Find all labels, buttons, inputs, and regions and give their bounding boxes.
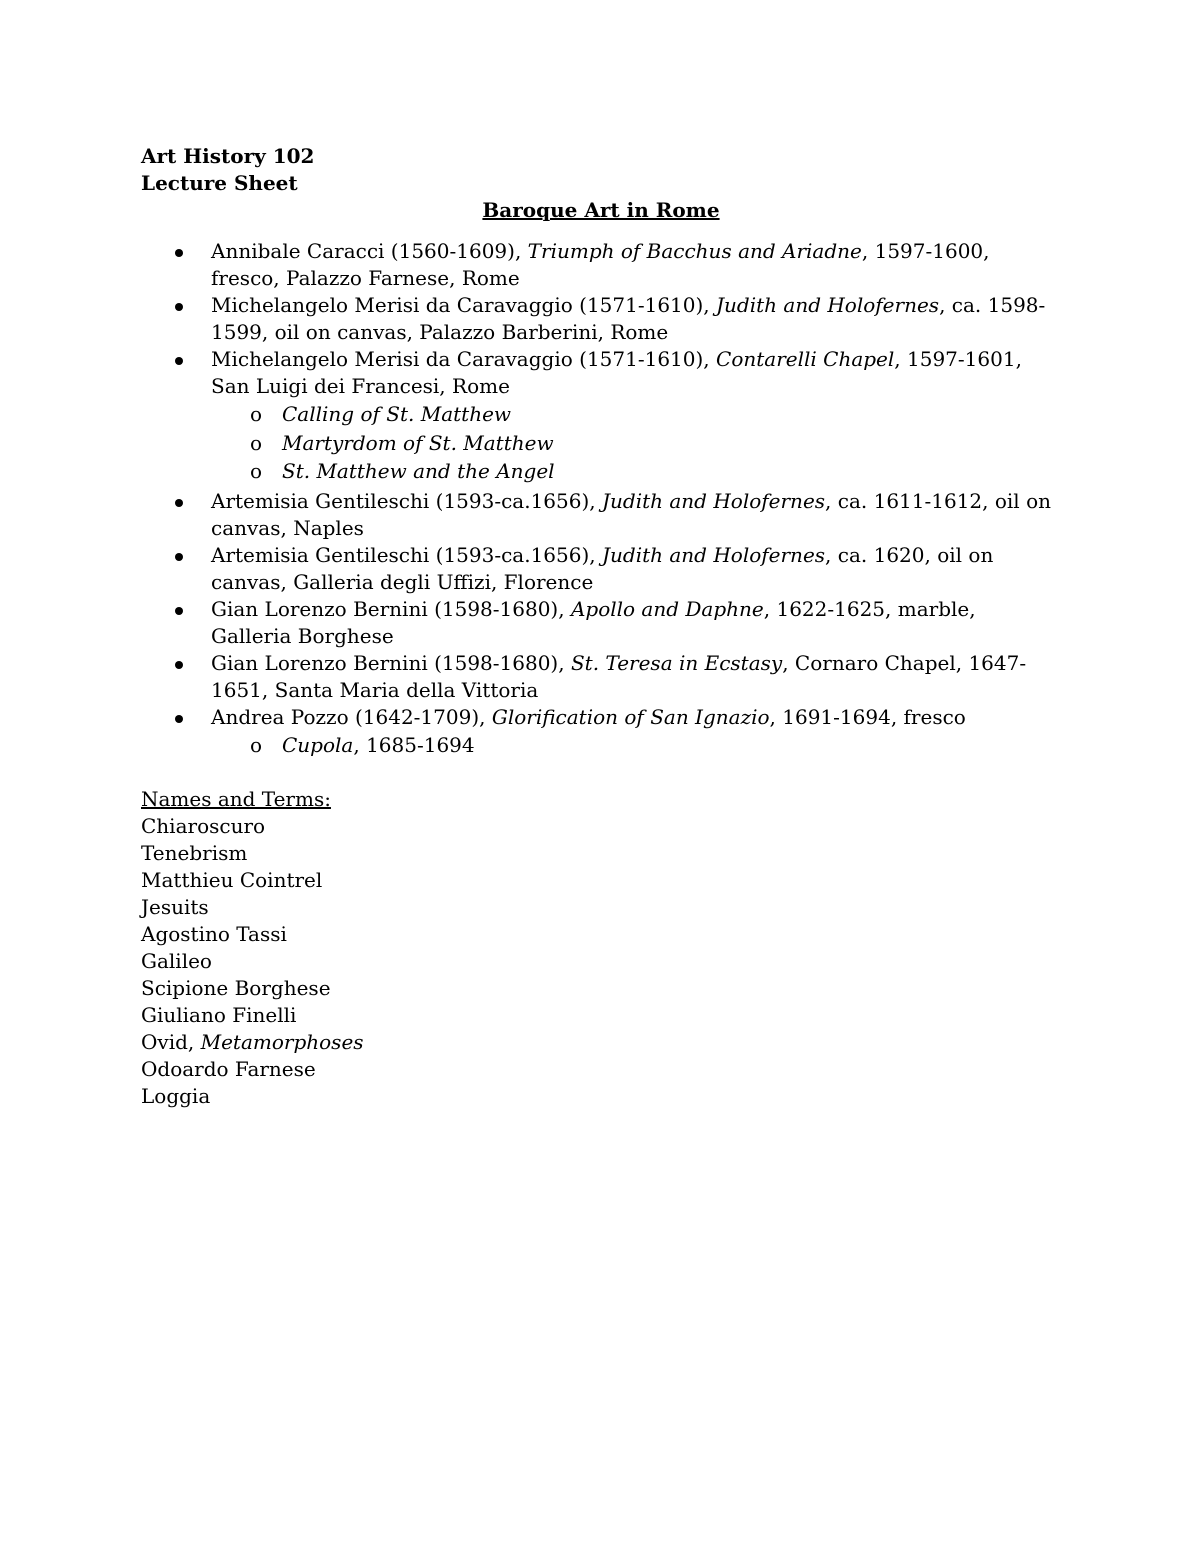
term-item <box>141 1029 1061 1056</box>
item-text: Artemisia Gentileschi (1593-ca.1656), <box>211 488 602 513</box>
item-text: Gian Lorenzo Bernini (1598-1680), <box>211 650 571 675</box>
term-item: Giuliano Finelli <box>141 1003 297 1027</box>
artwork-list <box>141 238 1061 759</box>
term-item: Jesuits <box>141 895 209 919</box>
circle-marker-icon: o <box>250 402 263 426</box>
artwork-title: Judith and Holofernes <box>602 542 826 567</box>
list-item <box>141 488 1061 542</box>
artwork-title: Apollo and Daphne <box>570 596 764 621</box>
bullet-icon <box>175 499 183 507</box>
term-item: Agostino Tassi <box>141 922 287 946</box>
bullet-icon <box>175 661 183 669</box>
artwork-title: Triumph of Bacchus and Ariadne <box>527 239 862 263</box>
term-item: Tenebrism <box>141 841 248 865</box>
artwork-title: Judith and Holofernes <box>716 293 940 317</box>
list-item <box>141 704 1061 731</box>
spacer <box>141 759 1061 786</box>
artwork-title: Glorification of San Ignazio <box>491 704 770 729</box>
item-text: , ca. 1611-1612, oil on canvas, Naples <box>211 488 1051 540</box>
term-item: Chiaroscuro <box>141 814 266 838</box>
term-item: Odoardo Farnese <box>141 1057 316 1081</box>
course-title: Art History 102 <box>141 144 315 168</box>
item-text: Gian Lorenzo Bernini (1598-1680), <box>211 596 571 621</box>
artwork-title: St. Matthew and the Angel <box>282 459 555 483</box>
item-text: , 1685-1694 <box>353 732 475 757</box>
list-item <box>141 542 1061 596</box>
item-text: Andrea Pozzo (1642-1709), <box>211 704 492 729</box>
artwork-title: Contarelli Chapel <box>716 347 895 371</box>
circle-marker-icon: o <box>250 459 263 483</box>
item-text: , 1597-1600, fresco, Palazzo Farnese, Rome <box>211 239 990 290</box>
names-terms-heading: Names and Terms: <box>141 787 331 811</box>
bullet-icon <box>175 715 183 723</box>
bullet-icon <box>175 553 183 561</box>
list-item <box>141 650 1061 704</box>
sub-list-item <box>141 457 1061 486</box>
item-text: , ca. 1620, oil on canvas, Galleria degli Uffizi, Florence <box>211 542 994 594</box>
term-item: Matthieu Cointrel <box>141 868 323 892</box>
item-text: Michelangelo Merisi da Caravaggio (1571-1610), <box>211 347 717 371</box>
page-content <box>141 143 1061 1110</box>
circle-marker-icon: o <box>250 732 263 757</box>
bullet-icon <box>175 357 183 365</box>
bullet-icon <box>175 303 183 311</box>
item-text: , 1691-1694, fresco <box>769 704 966 729</box>
bullet-icon <box>175 249 183 257</box>
circle-marker-icon: o <box>250 430 263 455</box>
sub-list-item <box>141 731 1061 760</box>
term-item: Galileo <box>141 949 212 973</box>
artwork-title: Martyrdom of St. Matthew <box>282 430 554 455</box>
list-item <box>141 346 1061 400</box>
item-text: Michelangelo Merisi da Caravaggio (1571-1610), <box>211 293 717 317</box>
item-text: Artemisia Gentileschi (1593-ca.1656), <box>211 542 602 567</box>
term-item: Scipione Borghese <box>141 976 331 1000</box>
list-item <box>141 292 1061 346</box>
item-text: , Cornaro Chapel, 1647-1651, Santa Maria della Vittoria <box>211 650 1027 702</box>
work-title: Metamorphoses <box>200 1030 364 1054</box>
document-title: Baroque Art in Rome <box>482 198 720 222</box>
artwork-title: Cupola <box>282 732 354 757</box>
item-text: , 1597-1601, San Luigi dei Francesi, Rome <box>211 347 1022 398</box>
artwork-title: Calling of St. Matthew <box>282 402 512 426</box>
list-item <box>141 596 1061 650</box>
term-item: Loggia <box>141 1084 211 1108</box>
sheet-title: Lecture Sheet <box>141 171 298 195</box>
artwork-title: St. Teresa in Ecstasy <box>570 650 783 675</box>
bullet-icon <box>175 607 183 615</box>
item-text: , 1622-1625, marble, Galleria Borghese <box>211 596 976 648</box>
term-text: Ovid, <box>141 1030 201 1054</box>
item-text: , ca. 1598-1599, oil on canvas, Palazzo Barberini, Rome <box>211 293 1046 344</box>
item-text: Annibale Caracci (1560-1609), <box>211 239 528 263</box>
sub-list-item <box>141 429 1061 458</box>
sub-list-item <box>141 400 1061 429</box>
artwork-title: Judith and Holofernes <box>602 488 826 513</box>
list-item <box>141 238 1061 292</box>
